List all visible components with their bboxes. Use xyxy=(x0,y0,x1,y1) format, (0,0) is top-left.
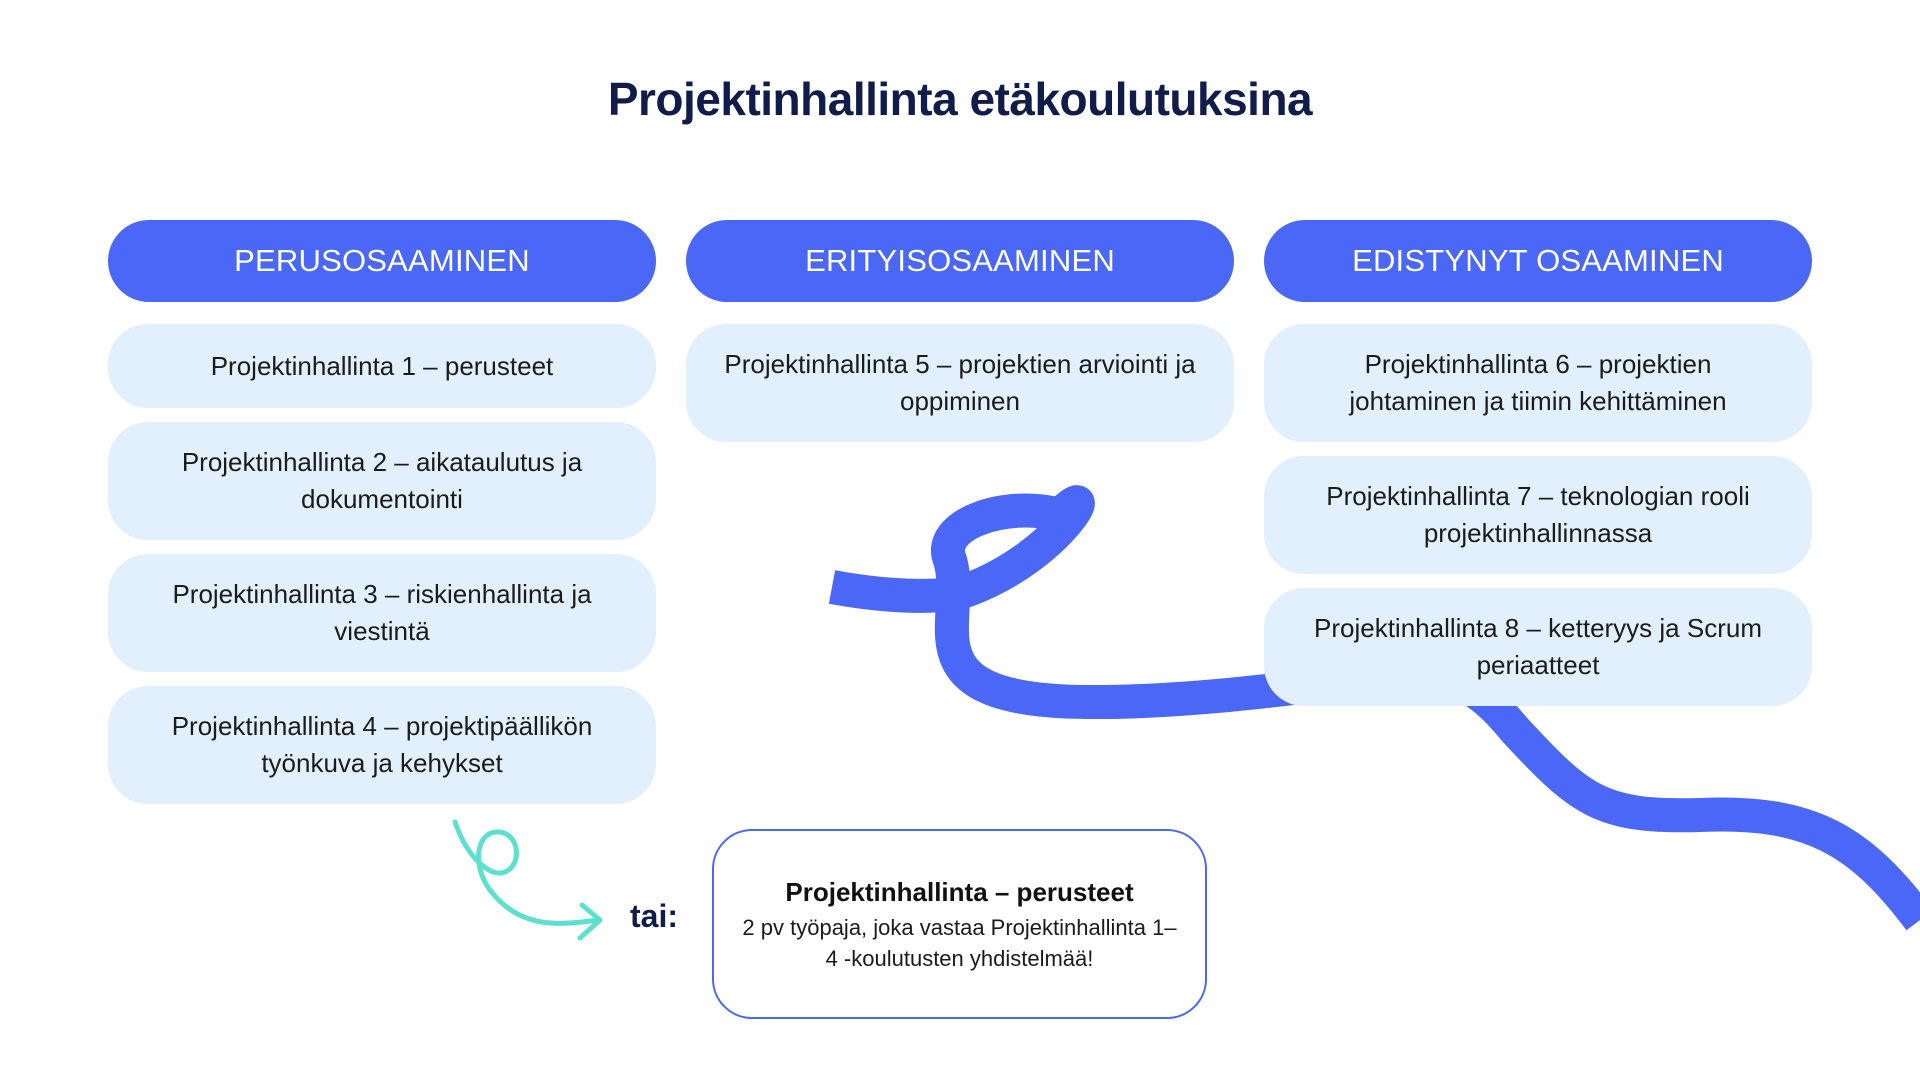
column-erityisosaaminen xyxy=(686,220,1234,442)
teal-loop-arrow-icon xyxy=(455,822,598,923)
course-item-6[interactable]: Projektinhallinta 6 – projektien johtaminen ja tiimin kehittäminen xyxy=(1264,324,1812,442)
column-edistynyt-osaaminen xyxy=(1264,220,1812,706)
column-perusosaaminen xyxy=(108,220,656,804)
course-item-2[interactable]: Projektinhallinta 2 – aikataulutus ja dokumentointi xyxy=(108,422,656,540)
column-header: EDISTYNYT OSAAMINEN xyxy=(1264,220,1812,302)
course-item-8[interactable]: Projektinhallinta 8 – ketteryys ja Scrum periaatteet xyxy=(1264,588,1812,706)
alternative-course-description: 2 pv työpaja, joka vastaa Projektinhallinta 1–4 -koulutusten yhdistelmää! xyxy=(742,915,1177,971)
column-header: PERUSOSAAMINEN xyxy=(108,220,656,302)
course-item-7[interactable]: Projektinhallinta 7 – teknologian rooli projektinhallinnassa xyxy=(1264,456,1812,574)
course-item-1[interactable]: Projektinhallinta 1 – perusteet xyxy=(108,324,656,408)
alternative-course-box[interactable] xyxy=(712,829,1207,1019)
column-header: ERITYISOSAAMINEN xyxy=(686,220,1234,302)
course-item-3[interactable]: Projektinhallinta 3 – riskienhallinta ja viestintä xyxy=(108,554,656,672)
page-title: Projektinhallinta etäkoulutuksina xyxy=(607,73,1313,125)
alternative-course-title: Projektinhallinta – perusteet xyxy=(785,877,1134,907)
alternative-prefix: tai: xyxy=(630,898,678,934)
teal-arrow-head-icon xyxy=(580,905,600,938)
course-item-5[interactable]: Projektinhallinta 5 – projektien arviointi ja oppiminen xyxy=(686,324,1234,442)
course-item-4[interactable]: Projektinhallinta 4 – projektipäällikön työnkuva ja kehykset xyxy=(108,686,656,804)
